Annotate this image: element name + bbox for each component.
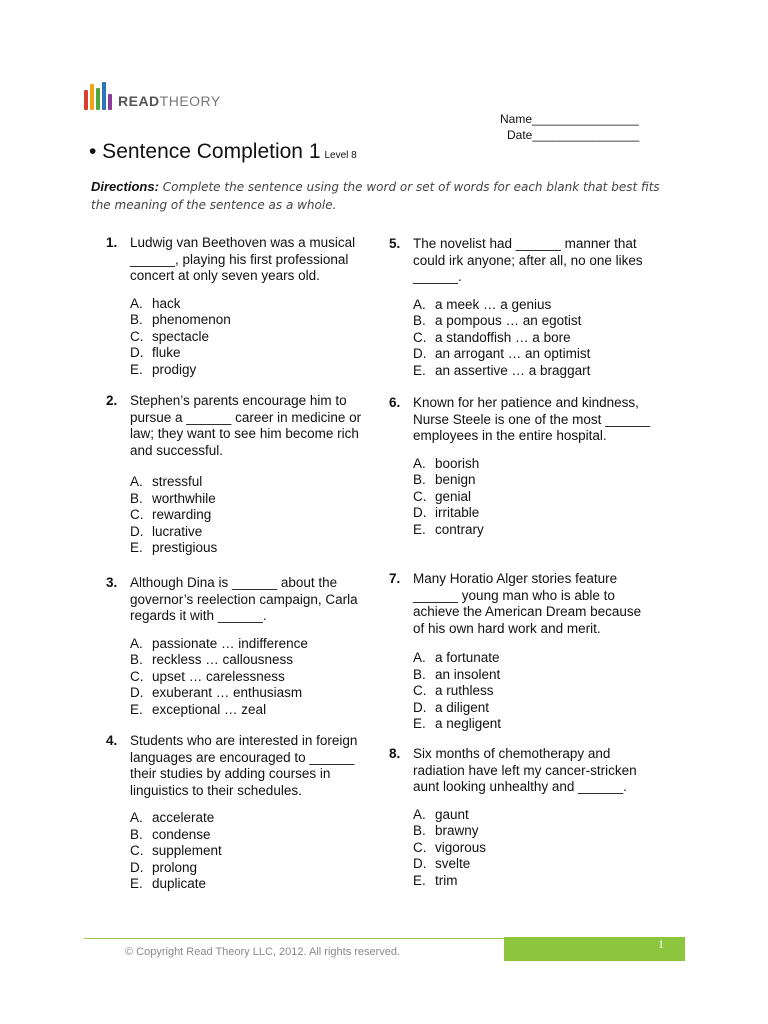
option-e[interactable]: E. a negligent	[413, 716, 502, 732]
question-number: 6.	[389, 395, 401, 410]
question-stem: Many Horatio Alger stories feature ______ young man who is able to achieve the American Dream because of his own hard work and merit.	[413, 571, 642, 636]
option-d[interactable]: D. svelte	[413, 856, 471, 872]
date-field[interactable]: Date________________	[507, 128, 640, 142]
readtheory-logo	[84, 82, 221, 110]
directions-text: Complete the sentence using the word or set of words for each blank that best fits the meaning of the sentence as a whole.	[91, 180, 660, 212]
option-a[interactable]: A. gaunt	[413, 806, 469, 822]
answer-options	[130, 636, 370, 719]
level-label: Level 8	[324, 150, 357, 161]
answer-options	[413, 807, 653, 890]
answer-options	[130, 810, 370, 893]
option-d[interactable]: D. a diligent	[413, 699, 490, 715]
name-field[interactable]: Name________________	[500, 112, 639, 126]
question-stem: Stephen’s parents encourage him to pursue a ______ career in medicine or law; they want to see him become rich and successful.	[130, 393, 362, 458]
option-d[interactable]: D. fluke	[130, 345, 181, 361]
option-d[interactable]: D. irritable	[413, 505, 480, 521]
question-stem: Known for her patience and kindness, Nurse Steele is one of the most ______ employees in the entire hospital.	[413, 395, 651, 443]
option-a[interactable]: A. stressful	[130, 474, 203, 489]
option-b[interactable]: B. condense	[130, 826, 211, 842]
answer-options	[413, 456, 653, 539]
option-a[interactable]: A. accelerate	[130, 810, 215, 825]
page-number: 1	[658, 937, 664, 951]
option-c[interactable]: C. a ruthless	[413, 683, 494, 699]
question-3	[106, 575, 370, 718]
answer-options	[413, 297, 653, 380]
title-text: • Sentence Completion 1	[89, 140, 321, 163]
copyright-notice: © Copyright Read Theory LLC, 2012. All rights reserved.	[125, 946, 401, 958]
answer-options	[130, 296, 370, 379]
question-stem: Six months of chemotherapy and radiation have left my cancer-stricken aunt looking unhealthy and ______.	[413, 746, 637, 794]
option-e[interactable]: E. exceptional … zeal	[130, 701, 267, 717]
logo-wordmark: READTHEORY	[118, 93, 221, 109]
option-b[interactable]: B. brawny	[413, 823, 479, 839]
page-title	[89, 140, 357, 164]
option-b[interactable]: B. benign	[413, 472, 476, 488]
question-number: 3.	[106, 575, 118, 590]
name-date-block	[500, 111, 639, 143]
question-number: 2.	[106, 393, 118, 408]
question-stem: Students who are interested in foreign languages are encouraged to ______ their studies by adding courses in linguistics to their schedules.	[130, 733, 358, 798]
option-c[interactable]: C. spectacle	[130, 328, 210, 344]
option-a[interactable]: A. a meek … a genius	[413, 296, 552, 312]
option-a[interactable]: A. passionate … indifference	[130, 635, 308, 651]
option-c[interactable]: C. a standoffish … a bore	[413, 329, 571, 345]
option-c[interactable]: C. rewarding	[130, 507, 212, 523]
option-b[interactable]: B. a pompous … an egotist	[413, 313, 582, 329]
books-icon	[84, 82, 112, 110]
option-c[interactable]: C. upset … carelessness	[130, 668, 285, 684]
directions-label: Directions:	[91, 179, 159, 194]
question-7	[389, 571, 653, 733]
question-number: 1.	[106, 235, 118, 250]
option-e[interactable]: E. duplicate	[130, 876, 207, 892]
question-2	[106, 393, 370, 557]
question-6	[389, 395, 653, 538]
option-a[interactable]: A. a fortunate	[413, 650, 500, 665]
option-c[interactable]: C. genial	[413, 488, 472, 504]
option-d[interactable]: D. an arrogant … an optimist	[413, 346, 591, 362]
question-number: 8.	[389, 746, 401, 761]
option-d[interactable]: D. lucrative	[130, 523, 203, 539]
option-b[interactable]: B. reckless … callousness	[130, 652, 294, 668]
question-5	[389, 236, 653, 379]
option-b[interactable]: B. an insolent	[413, 666, 501, 682]
question-1	[106, 235, 370, 378]
question-stem: Although Dina is ______ about the governor’s reelection campaign, Carla regards it with ______.	[130, 575, 358, 623]
question-4	[106, 733, 370, 893]
option-d[interactable]: D. prolong	[130, 859, 198, 875]
option-d[interactable]: D. exuberant … enthusiasm	[130, 685, 303, 701]
option-e[interactable]: E. contrary	[413, 521, 484, 537]
option-e[interactable]: E. prestigious	[130, 540, 218, 556]
option-b[interactable]: B. phenomenon	[130, 312, 231, 328]
option-b[interactable]: B. worthwhile	[130, 490, 216, 506]
option-a[interactable]: A. boorish	[413, 455, 480, 471]
option-e[interactable]: E. trim	[413, 872, 458, 888]
option-c[interactable]: C. vigorous	[413, 839, 487, 855]
directions	[91, 178, 661, 214]
question-number: 5.	[389, 236, 401, 251]
question-8	[389, 746, 653, 889]
option-a[interactable]: A. hack	[130, 295, 181, 311]
answer-options	[413, 650, 653, 733]
answer-options	[130, 474, 370, 557]
question-number: 7.	[389, 571, 401, 586]
question-stem: Ludwig van Beethoven was a musical ______, playing his first professional concert at only seven years old.	[130, 235, 356, 283]
option-e[interactable]: E. an assertive … a braggart	[413, 362, 591, 378]
option-e[interactable]: E. prodigy	[130, 361, 197, 377]
question-number: 4.	[106, 733, 118, 748]
question-stem: The novelist had ______ manner that could irk anyone; after all, no one likes ______.	[413, 236, 643, 284]
option-c[interactable]: C. supplement	[130, 843, 222, 859]
